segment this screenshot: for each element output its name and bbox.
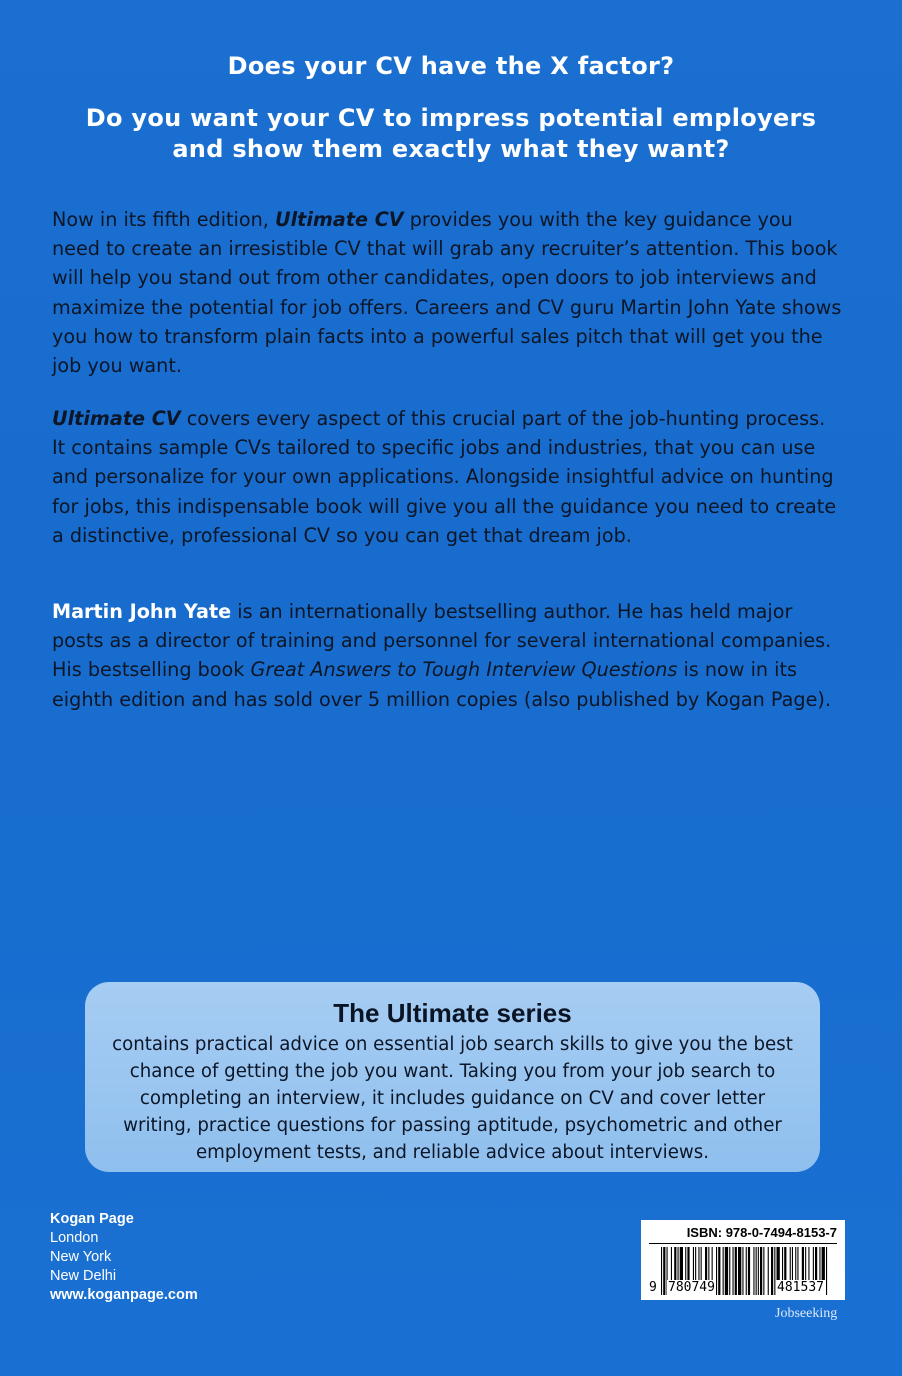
series-title: The Ultimate series <box>333 998 572 1028</box>
author-bio <box>52 597 842 714</box>
author-name: Martin John Yate <box>52 600 232 623</box>
headline-impress <box>0 103 902 165</box>
headline-x-factor: Does your CV have the X factor? <box>227 52 675 80</box>
publisher-info <box>50 1210 198 1305</box>
description-paragraph-2 <box>52 404 842 550</box>
barcode-graphic <box>661 1247 831 1295</box>
headline-impress-line1: Do you want your CV to impress potential employers <box>85 104 817 132</box>
para1-post: provides you with the key guidance you need to create an irresistible CV that will grab any recruiter’s attention. This book will help you stand out from other candidates, open doors to job interviews and maximize the potential for job offers. Careers and CV guru Martin John Yate shows you how to transform plain facts into a powerful sales pitch that will get you the job you want. <box>52 208 842 378</box>
publisher-city-london: London <box>50 1230 99 1246</box>
barcode-group-1: 780749 <box>668 1280 715 1295</box>
other-book-title: Great Answers to Tough Interview Questions <box>250 658 678 682</box>
publisher-name: Kogan Page <box>50 1211 134 1227</box>
headline-impress-line2: and show them exactly what they want? <box>172 135 730 163</box>
para1-title: Ultimate CV <box>274 208 404 231</box>
para2-post: covers every aspect of this crucial part of the job-hunting process. It contains sample CVs tailored to specific jobs and industries, that you can use and personalize for your own applications. Alongside insightful advice on hunting for jobs, this indispensable book will give you all the guidance you need to create a distinctive, professional CV so you can get that dream job. <box>52 407 837 547</box>
category-label: Jobseeking <box>775 1306 838 1321</box>
publisher-website: www.koganpage.com <box>50 1287 198 1303</box>
isbn-barcode-box <box>641 1220 845 1300</box>
bio-mid: is an internationally bestselling author. He has held major posts as a director of training and personnel for several international companies. His bestselling book <box>52 600 832 682</box>
ultimate-series-box <box>85 982 820 1172</box>
bio-post: is now in its eighth edition and has sold over 5 million copies (also published by Kogan Page). <box>52 658 831 711</box>
para1-pre: Now in its fifth edition, <box>52 208 275 231</box>
series-description: contains practical advice on essential job search skills to give you the best chance of getting the job you want. Taking you from your job search to completing an interview, it includes guidance on CV and cover letter writing, practice questions for passing aptitude, psychometric and other employment tests, and reliable advice about interviews. <box>112 1034 793 1163</box>
isbn-label: ISBN: 978-0-7494-8153-7 <box>649 1225 837 1244</box>
barcode-digits <box>661 1280 831 1295</box>
barcode-first-digit: 9 <box>649 1280 657 1295</box>
barcode-group-2: 481537 <box>777 1280 824 1295</box>
description-paragraph-1 <box>52 205 842 380</box>
barcode-row <box>649 1247 837 1295</box>
para2-title: Ultimate CV <box>52 407 181 430</box>
publisher-city-new-delhi: New Delhi <box>50 1268 117 1284</box>
publisher-city-new-york: New York <box>50 1249 112 1265</box>
